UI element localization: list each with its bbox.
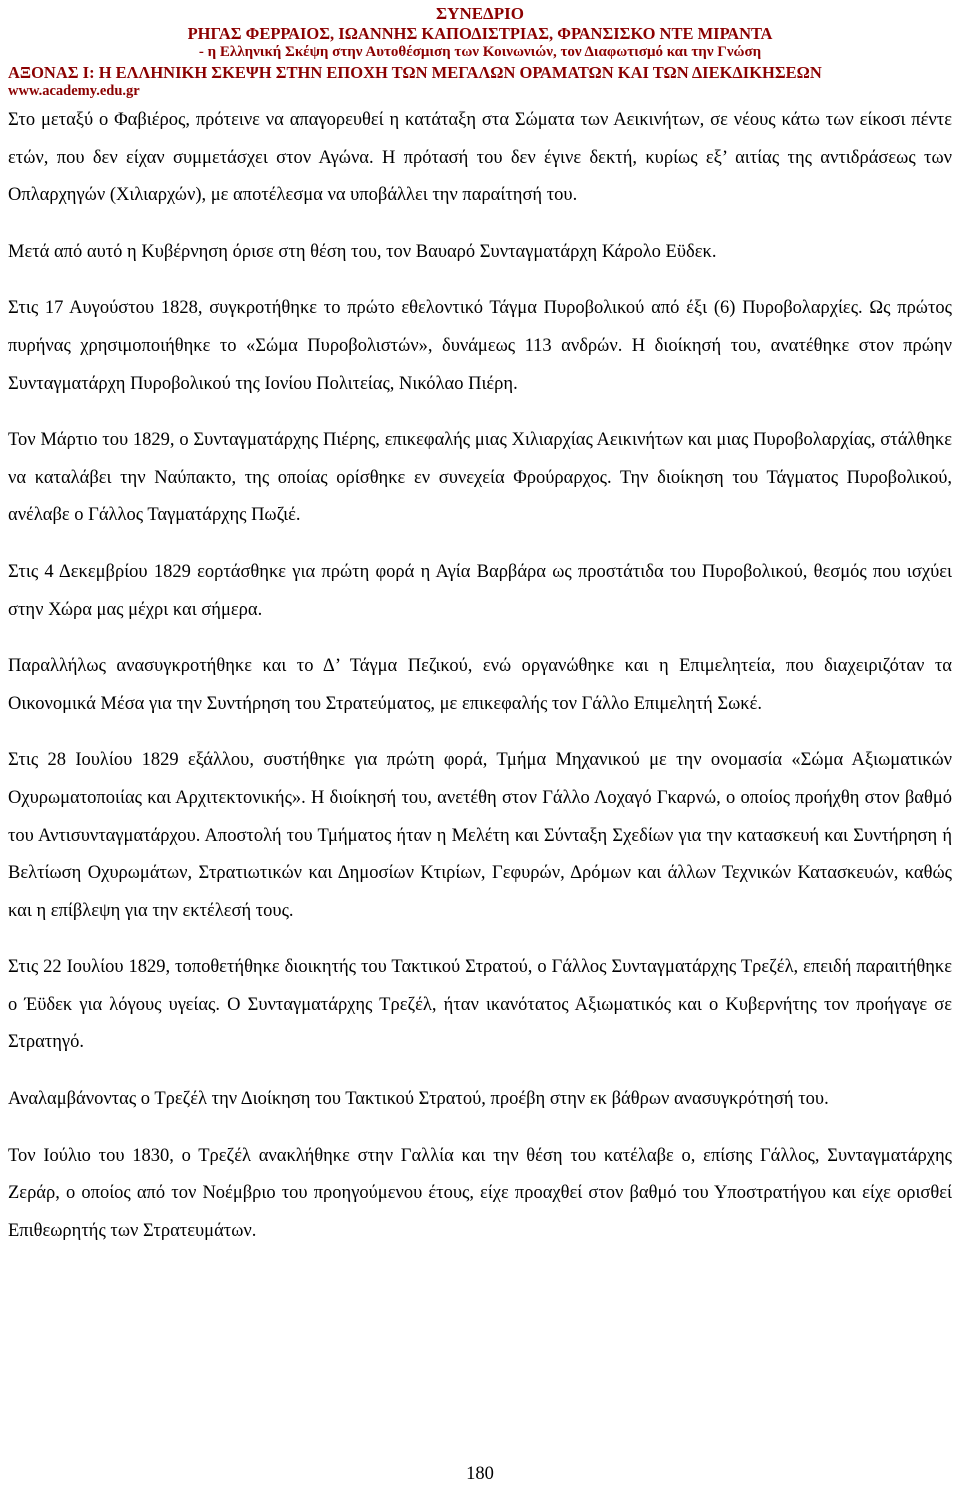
body-text [8,102,952,1269]
paragraph: Στις 22 Ιουλίου 1829, τοποθετήθηκε διοικητής του Τακτικού Στρατού, ο Γάλλος Συνταγματάρχης Τρεζέλ, επειδή παραιτήθηκε ο Έϋδεκ για λόγους υγείας. Ο Συνταγματάρχης Τρεζέλ, ήταν ικανότατος Αξιωματικός και ο Κυβερνήτης τον προήγαγε σε Στρατηγό. [8,957,952,1053]
header-website-link[interactable]: www.academy.edu.gr [8,83,140,99]
paragraph: Αναλαμβάνοντας ο Τρεζέλ την Διοίκηση του Τακτικού Στρατού, προέβη στην εκ βάθρων ανασυγκρότησή του. [8,1089,829,1110]
header-subtitle: - η Ελληνική Σκέψη στην Αυτοθέσμιση των Κοινωνιών, τον Διαφωτισμό και την Γνώση [198,44,762,60]
header-axis: ΑΞΟΝΑΣ Ι: Η ΕΛΛΗΝΙΚΗ ΣΚΕΨΗ ΣΤΗΝ ΕΠΟΧΗ ΤΩΝ ΜΕΓΑΛΩΝ ΟΡΑΜΑΤΩΝ ΚΑΙ ΤΩΝ ΔΙΕΚΔΙΚΗΣΕΩΝ [8,62,822,82]
paragraph: Τον Ιούλιο του 1830, ο Τρεζέλ ανακλήθηκε στην Γαλλία και την θέση του κατέλαβε ο, επίσης Γάλλος, Συνταγματάρχης Ζεράρ, ο οποίος από τον Νοέμβριο του προηγούμενου έτους, είχε προαχθεί στον βαθμό του Υποστρατήγου και είχε ορισθεί Επιθεωρητής των Στρατευμάτων. [8,1145,952,1241]
paragraph: Παραλλήλως ανασυγκροτήθηκε και το Δ’ Τάγμα Πεζικού, ενώ οργανώθηκε και η Επιμελητεία, που διαχειριζόταν τα Οικονομικά Μέσα για την Συντήρηση του Στρατεύματος, με επικεφαλής τον Γάλλο Επιμελητή Σωκέ. [8,656,952,714]
page-header [8,4,952,102]
paragraph: Μετά από αυτό η Κυβέρνηση όρισε στη θέση του, τον Βαυαρό Συνταγματάρχη Κάρολο Εϋδεκ. [8,241,717,262]
paragraph: Στις 4 Δεκεμβρίου 1829 εορτάσθηκε για πρώτη φορά η Αγία Βαρβάρα ως προστάτιδα του Πυροβολικού, θεσμός που ισχύει στην Χώρα μας μέχρι και σήμερα. [8,561,952,620]
page-number: 180 [466,1464,494,1484]
header-conference-title: ΣΥΝΕΔΡΙΟ [436,4,524,23]
paragraph: Τον Μάρτιο του 1829, ο Συνταγματάρχης Πιέρης, επικεφαλής μιας Χιλιαρχίας Αεικινήτων και μιας Πυροβολαρχίας, στάλθηκε να καταλάβει την Ναύπακτο, της οποίας ορίσθηκε εν συνεχεία Φρούραρχος. Την διοίκηση του Τάγματος Πυροβολικού, ανέλαβε ο Γάλλος Ταγματάρχης Πωζιέ. [8,430,952,526]
paragraph: Στις 28 Ιουλίου 1829 εξάλλου, συστήθηκε για πρώτη φορά, Τμήμα Μηχανικού με την ονομασία «Σώμα Αξιωματικών Οχυρωματοποιίας και Αρχιτεκτονικής». Η διοίκησή του, ανετέθη στον Γάλλο Λοχαγό Γκαρνώ, ο οποίος προήχθη στον βαθμό του Αντισυνταγματάρχου. Αποστολή του Τμήματος ήταν η Μελέτη και Σύνταξη Σχεδίων για την κατασκευή και Συντήρηση ή Βελτίωση Οχυρωμάτων, Στρατιωτικών και Δημοσίων Κτιρίων, Γεφυρών, Δρόμων και άλλων Τεχνικών Κατασκευών, καθώς και η επίβλεψη για την εκτέλεσή τους. [8,750,952,921]
header-names: ΡΗΓΑΣ ΦΕΡΡΑΙΟΣ, ΙΩΑΝΝΗΣ ΚΑΠΟΔΙΣΤΡΙΑΣ, ΦΡΑΝΣΙΣΚΟ ΝΤΕ ΜΙΡΑΝΤΑ [187,23,773,43]
paragraph: Στο μεταξύ ο Φαβιέρος, πρότεινε να απαγορευθεί η κατάταξη στα Σώματα των Αεικινήτων, σε νέους κάτω των είκοσι πέντε ετών, που δεν είχαν συμμετάσχει στον Αγώνα. Η πρότασή του δεν έγινε δεκτή, κυρίως εξ’ αιτίας της αντιδράσεως των Οπλαρχηγών (Χιλιαρχών), με αποτέλεσμα να υποβάλλει την παραίτησή του. [8,110,952,206]
paragraph: Στις 17 Αυγούστου 1828, συγκροτήθηκε το πρώτο εθελοντικό Τάγμα Πυροβολικού από έξι (6) Πυροβολαρχίες. Ως πρώτος πυρήνας χρησιμοποιήθηκε το «Σώμα Πυροβολιστών», δυνάμεως 113 ανδρών. Η διοίκησή του, ανατέθηκε στον πρώην Συνταγματάρχη Πυροβολικού της Ιονίου Πολιτείας, Νικόλαο Πιέρη. [8,298,952,394]
